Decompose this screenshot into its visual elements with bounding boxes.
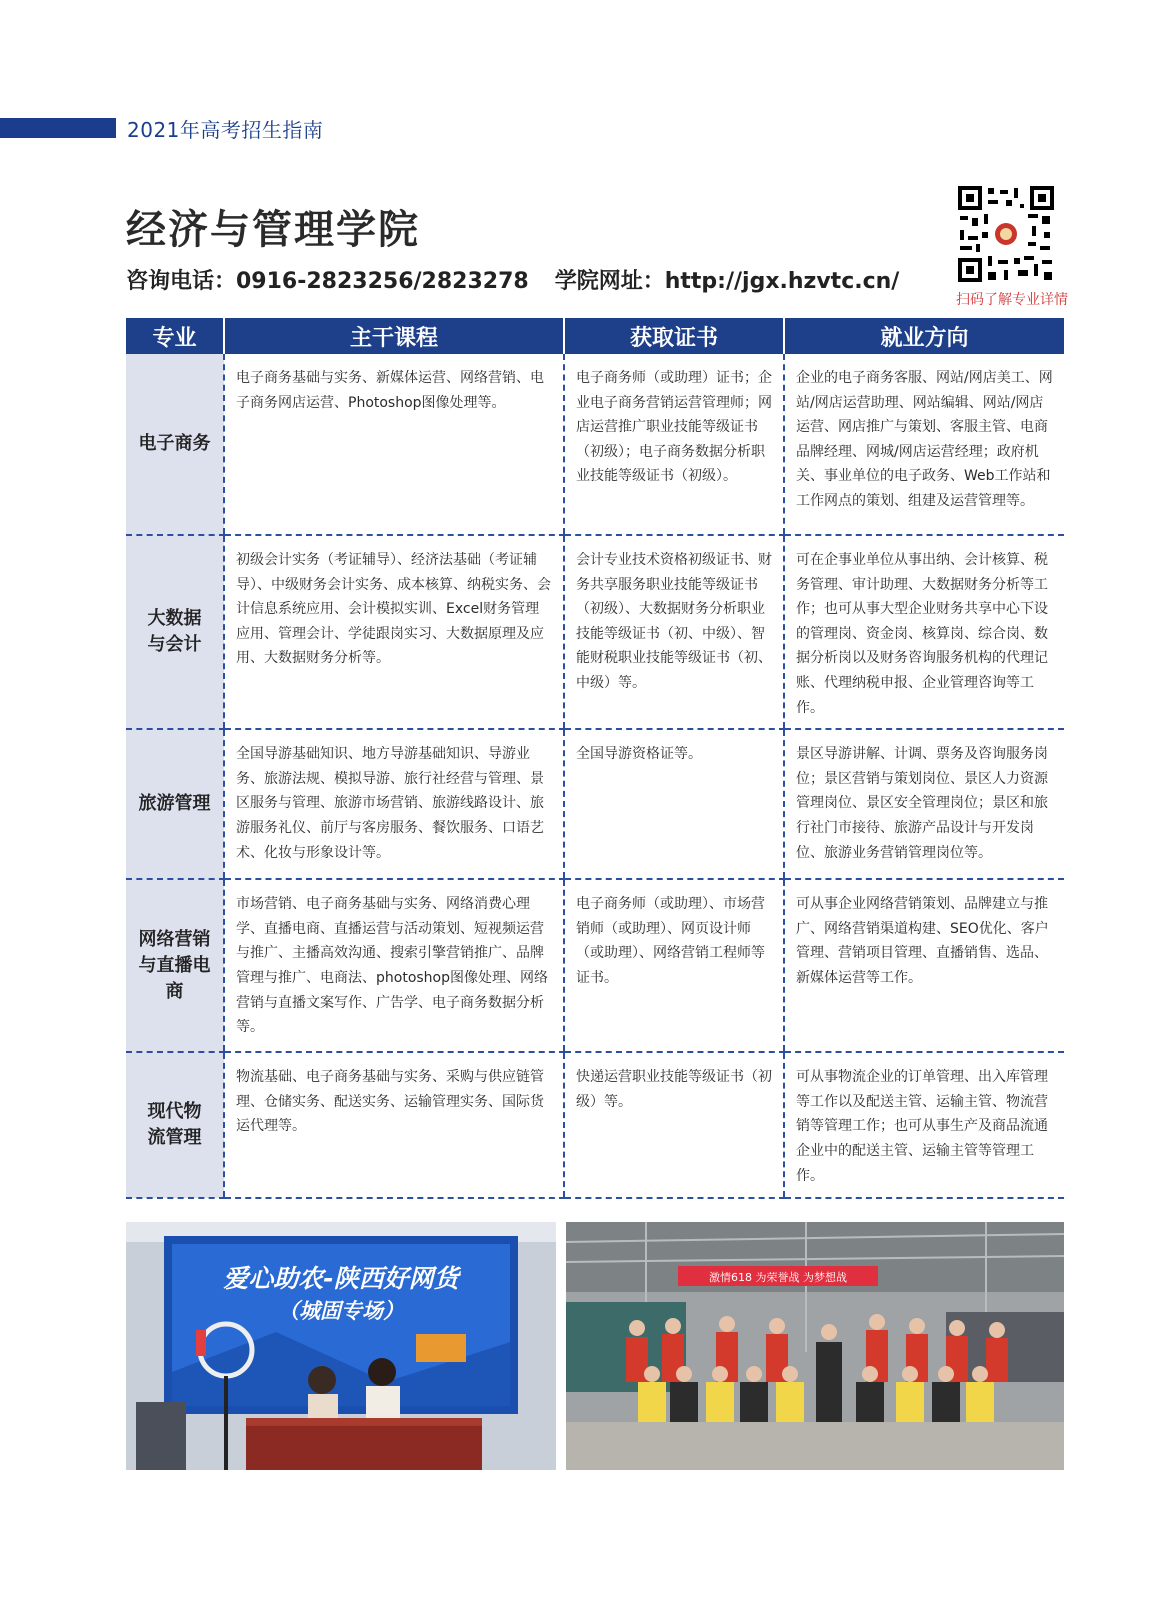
certs-cell: 电子商务师（或助理）、市场营销师（或助理）、网页设计师（或助理）、网络营销工程师等证书。 [564,879,784,1052]
banner-line1: 爱心助农-陕西好网货 [223,1264,459,1293]
contact-line [126,264,925,295]
jobs-cell: 可在企事业单位从事出纳、会计核算、税务管理、审计助理、大数据财务分析等工作；也可从事大型企业财务共享中心下设的管理岗、资金岗、核算岗、综合岗、数据分析岗以及财务咨询服务机构的代理记账、代理纳税申报、企业管理咨询等工作。 [784,535,1064,729]
certs-cell: 全国导游资格证等。 [564,729,784,879]
major-cell [126,1052,224,1198]
courses-cell: 物流基础、电子商务基础与实务、采购与供应链管理、仓储实务、配送实务、运输管理实务、国际货运代理等。 [224,1052,564,1198]
table-row [126,1052,1064,1198]
table-row [126,879,1064,1052]
college-title: 经济与管理学院 [126,207,420,253]
jobs-cell: 企业的电子商务客服、网站/网店美工、网站/网店运营助理、网站编辑、网站/网店运营、网店推广与策划、客服主管、电商品牌经理、网城/网店运营经理；政府机关、事业单位的电子政务、Web工作站和工作网点的策划、组建及运营管理等。 [784,354,1064,535]
courses-cell: 电子商务基础与实务、新媒体运营、网络营销、电子商务网店运营、Photoshop图像处理等。 [224,354,564,535]
table-row [126,535,1064,729]
jobs-cell: 景区导游讲解、计调、票务及咨询服务岗位；景区营销与策划岗位、景区人力资源管理岗位、景区安全管理岗位；景区和旅行社门市接待、旅游产品设计与开发岗位、旅游业务营销管理岗位等。 [784,729,1064,879]
major-cell [126,729,224,879]
major-name: 电子商务 [138,433,211,454]
website-link[interactable]: 学院网址：http://jgx.hzvtc.cn/ [554,269,900,294]
banner-line2: （城固专场） [278,1299,404,1323]
warehouse-banner: 激情618 为荣誉战 为梦想战 [709,1271,847,1284]
major-name: 网络营销 [138,928,211,950]
major-name-line2: 流管理 [147,1127,202,1149]
major-name: 现代物 [147,1101,202,1123]
majors-table [126,318,1064,1199]
certs-cell: 会计专业技术资格初级证书、财务共享服务职业技能等级证书（初级）、大数据财务分析职业技能等级证书（初、中级）、智能财税职业技能等级证书（初、中级）等。 [564,535,784,729]
major-cell [126,879,224,1052]
major-name-line2: 与会计 [147,634,202,656]
jobs-cell: 可从事物流企业的订单管理、出入库管理等工作以及配送主管、运输主管、物流营销等管理工作；也可从事生产及商品流通企业中的配送主管、运输主管等管理工作。 [784,1052,1064,1198]
livestream-photo [126,1222,556,1470]
phone-text: 咨询电话：0916-2823256/2823278 [126,269,529,294]
guide-title: 2021年高考招生指南 [127,118,324,142]
courses-cell: 初级会计实务（考证辅导）、经济法基础（考证辅导）、中级财务会计实务、成本核算、纳税实务、会计信息系统应用、会计模拟实训、Excel财务管理应用、管理会计、学徒跟岗实习、大数据原理及应用、大数据财务分析等。 [224,535,564,729]
certs-cell: 电子商务师（或助理）证书；企业电子商务营销运营管理师；网店运营推广职业技能等级证书（初级）；电子商务数据分析职业技能等级证书（初级）。 [564,354,784,535]
header-courses: 主干课程 [224,318,564,354]
header-accent-bar [0,118,116,138]
header-certs: 获取证书 [564,318,784,354]
qr-caption: 扫码了解专业详情 [956,292,1068,308]
major-name: 旅游管理 [138,793,211,815]
header-jobs: 就业方向 [784,318,1064,354]
header-major: 专业 [126,318,224,354]
major-cell [126,354,224,535]
courses-cell: 全国导游基础知识、地方导游基础知识、导游业务、旅游法规、模拟导游、旅行社经营与管理、景区服务与管理、旅游市场营销、旅游线路设计、旅游服务礼仪、前厅与客房服务、餐饮服务、口语艺术、化妆与形象设计等。 [224,729,564,879]
major-name-line2: 与直播电商 [138,954,211,1002]
courses-cell: 市场营销、电子商务基础与实务、网络消费心理学、直播电商、直播运营与活动策划、短视频运营与推广、主播高效沟通、搜索引擎营销推广、品牌管理与推广、电商法、photoshop图像处理、网络营销与直播文案写作、广告学、电子商务数据分析等。 [224,879,564,1052]
major-name: 大数据 [147,608,202,630]
qr-code-icon[interactable] [958,186,1054,282]
table-header-row [126,318,1064,354]
table-row [126,729,1064,879]
major-cell [126,535,224,729]
certs-cell: 快递运营职业技能等级证书（初级）等。 [564,1052,784,1198]
table-row [126,354,1064,535]
warehouse-group-photo [566,1222,1064,1470]
jobs-cell: 可从事企业网络营销策划、品牌建立与推广、网络营销渠道构建、SEO优化、客户管理、营销项目管理、直播销售、选品、新媒体运营等工作。 [784,879,1064,1052]
